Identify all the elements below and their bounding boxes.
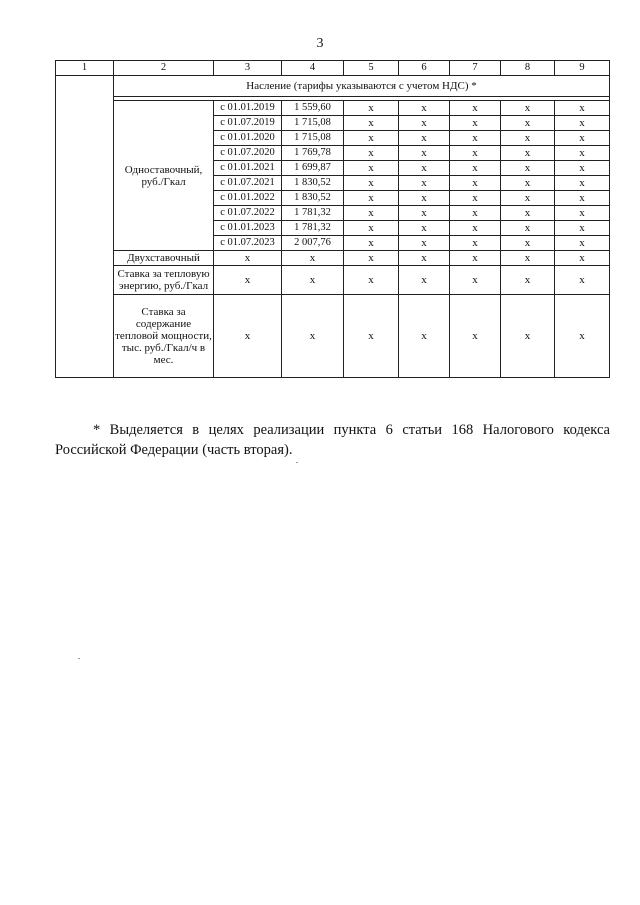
tariff-value: 1 715,08 [282, 116, 344, 131]
x-cell: х [450, 176, 501, 191]
tariff-value: 1 830,52 [282, 191, 344, 206]
x-cell: х [450, 101, 501, 116]
x-cell: х [450, 146, 501, 161]
column-number: 7 [450, 61, 501, 76]
x-cell: х [501, 191, 555, 206]
capacity-rate-row [56, 295, 610, 378]
x-cell: х [399, 176, 450, 191]
period-cell: с 01.07.2020 [214, 146, 282, 161]
x-cell: х [344, 221, 399, 236]
footnote: * Выделяется в целях реализации пункта 6 статьи 168 Налогового кодекса Российской Федерации (часть вторая). [55, 421, 610, 458]
period-cell: с 01.07.2023 [214, 236, 282, 251]
period-cell: с 01.01.2020 [214, 131, 282, 146]
x-cell: х [450, 236, 501, 251]
single-rate-label: Одноставочный, руб./Гкал [114, 101, 214, 251]
x-cell: х [555, 295, 610, 378]
x-cell: х [214, 295, 282, 378]
x-cell: х [344, 116, 399, 131]
x-cell: х [501, 251, 555, 266]
x-cell: х [501, 221, 555, 236]
x-cell: х [344, 236, 399, 251]
x-cell: х [555, 236, 610, 251]
x-cell: х [450, 191, 501, 206]
x-cell: х [450, 251, 501, 266]
x-cell: х [555, 266, 610, 295]
column-number: 6 [399, 61, 450, 76]
period-cell: с 01.01.2019 [214, 101, 282, 116]
x-cell: х [450, 116, 501, 131]
x-cell: х [450, 221, 501, 236]
x-cell: х [399, 101, 450, 116]
x-cell: х [282, 295, 344, 378]
x-cell: х [399, 251, 450, 266]
column-number: 2 [114, 61, 214, 76]
x-cell: х [399, 236, 450, 251]
x-cell: х [344, 161, 399, 176]
page-number: 3 [316, 36, 324, 51]
x-cell: х [501, 176, 555, 191]
period-cell: с 01.01.2021 [214, 161, 282, 176]
x-cell: х [555, 131, 610, 146]
x-cell: х [501, 146, 555, 161]
tariff-value: 2 007,76 [282, 236, 344, 251]
period-cell: с 01.01.2022 [214, 191, 282, 206]
x-cell: х [344, 131, 399, 146]
x-cell: х [450, 295, 501, 378]
x-cell: х [555, 116, 610, 131]
x-cell: х [450, 131, 501, 146]
tariff-value: 1 559,60 [282, 101, 344, 116]
x-cell: х [501, 236, 555, 251]
x-cell: х [555, 191, 610, 206]
capacity-rate-label: Ставка за содержание тепловой мощности, тыс. руб./Гкал/ч в мес. [114, 295, 214, 378]
x-cell: х [282, 266, 344, 295]
column-number: 3 [214, 61, 282, 76]
x-cell: х [555, 221, 610, 236]
tariff-value: 1 715,08 [282, 131, 344, 146]
x-cell: х [399, 206, 450, 221]
x-cell: х [399, 191, 450, 206]
x-cell: х [282, 251, 344, 266]
column-number: 1 [56, 61, 114, 76]
period-cell: с 01.01.2023 [214, 221, 282, 236]
x-cell: х [555, 176, 610, 191]
x-cell: х [450, 206, 501, 221]
x-cell: х [501, 101, 555, 116]
x-cell: х [344, 295, 399, 378]
x-cell: х [555, 251, 610, 266]
tariff-value: 1 769,78 [282, 146, 344, 161]
energy-rate-label: Ставка за тепловую энергию, руб./Гкал [114, 266, 214, 295]
group-title-row [56, 76, 610, 97]
x-cell: х [555, 161, 610, 176]
x-cell: х [399, 221, 450, 236]
x-cell: х [555, 146, 610, 161]
x-cell: х [501, 131, 555, 146]
scan-speck [78, 658, 80, 659]
x-cell: х [501, 295, 555, 378]
x-cell: х [344, 191, 399, 206]
period-cell: с 01.07.2022 [214, 206, 282, 221]
column-number: 4 [282, 61, 344, 76]
column-number-row [56, 61, 610, 76]
x-cell: х [501, 266, 555, 295]
x-cell: х [450, 161, 501, 176]
group-title: Насление (тарифы указываются с учетом НДС) * [114, 76, 610, 97]
x-cell: х [344, 266, 399, 295]
x-cell: х [399, 295, 450, 378]
x-cell: х [555, 101, 610, 116]
table-row [56, 101, 610, 116]
x-cell: х [399, 161, 450, 176]
x-cell: х [399, 131, 450, 146]
x-cell: х [399, 146, 450, 161]
tariff-value: 1 781,32 [282, 221, 344, 236]
period-cell: с 01.07.2021 [214, 176, 282, 191]
x-cell: х [344, 251, 399, 266]
column-number: 5 [344, 61, 399, 76]
x-cell: х [344, 206, 399, 221]
energy-rate-row [56, 266, 610, 295]
x-cell: х [501, 116, 555, 131]
x-cell: х [501, 206, 555, 221]
x-cell: х [214, 251, 282, 266]
two-rate-label: Двухставочный [114, 251, 214, 266]
column-number: 9 [555, 61, 610, 76]
x-cell: х [501, 161, 555, 176]
x-cell: х [344, 176, 399, 191]
tariff-value: 1 830,52 [282, 176, 344, 191]
scan-speck [296, 462, 298, 463]
period-cell: с 01.07.2019 [214, 116, 282, 131]
x-cell: х [399, 266, 450, 295]
tariff-value: 1 699,87 [282, 161, 344, 176]
x-cell: х [399, 116, 450, 131]
column-number: 8 [501, 61, 555, 76]
x-cell: х [555, 206, 610, 221]
x-cell: х [214, 266, 282, 295]
tariff-table [55, 60, 610, 378]
x-cell: х [344, 146, 399, 161]
tariff-value: 1 781,32 [282, 206, 344, 221]
two-rate-row [56, 251, 610, 266]
x-cell: х [450, 266, 501, 295]
empty-cell [56, 76, 114, 378]
x-cell: х [344, 101, 399, 116]
